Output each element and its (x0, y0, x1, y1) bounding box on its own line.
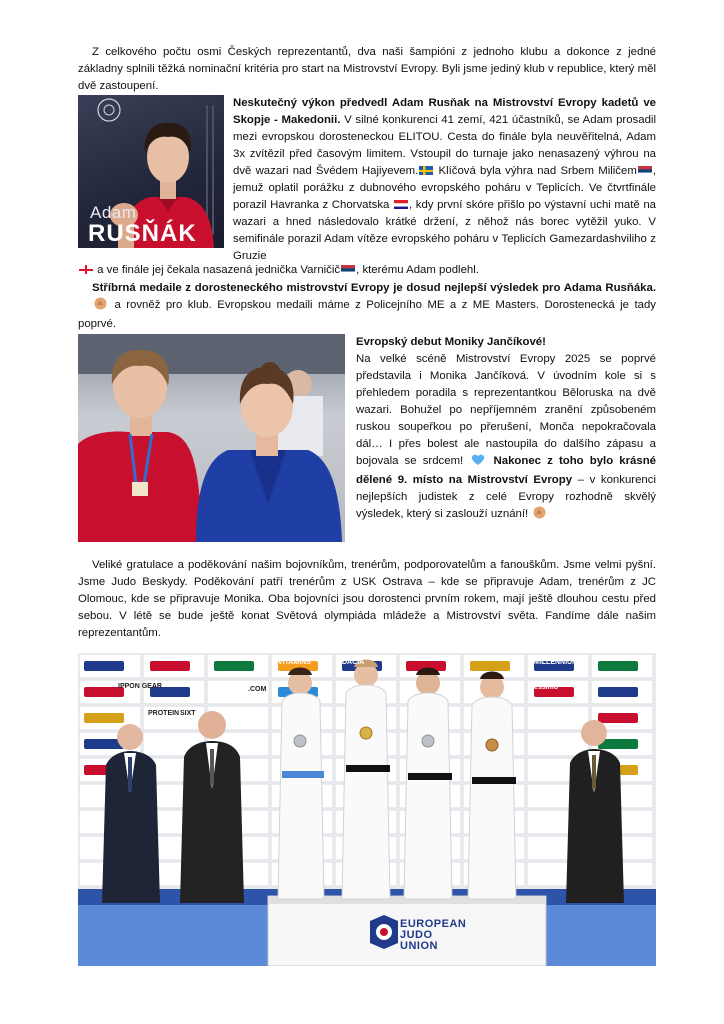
blue-heart-icon (471, 453, 485, 472)
closing-paragraph: Veliké gratulace a poděkování našim bojovníkům, trenérům, podporovatelům a fanouškům. Jsme velmi pyšní. Jsme Judo Beskydy. Poděkování patří trenérům z USK Ostrava – kde se připravuje Adam, trenérům z JC Olomouc, kde se připravuje Monika. Oba bojovníci jsou dorostenci prvním rokem, mají ještě dlouhou cestu před sebou. V létě se bude ještě konat Světová olympiáda mládeže a Mistrovství světa. Fandíme dále našim reprezentantům. (78, 559, 656, 639)
sponsor-label: SIXT (180, 710, 196, 717)
club-logo-icon (98, 99, 120, 121)
sponsor-label: MILLENNIUM (534, 659, 578, 666)
adam-heading: Neskutečný výkon předvedl Adam Rusňak na Mistrovství Evropy kadetů ve Skopje - Makedonii. (233, 97, 656, 126)
adam-paragraph: Neskutečný výkon předvedl Adam Rusňak na Mistrovství Evropy kadetů ve Skopje - Makedonii. V silné konkurenci 41 zemí, 421 účastníků, se Adam prosadil mezi evropskou dorosteneckou ELITOU. Cesta do finále byla neuvěřitelná, Adam 3x zvítězil před časovým limitem. Vstoupil do turnaje jako nenasazený výhrou na dvě wazari nad Švédem Hajiyevem. Klíčová byla výhra nad Srbem Miličem , jemuž oplatil porážku z dubnového evropského poháru v Teplicích. Ve čtvrtfinále porazil Havranka z Chorvatska , kdy první skóre přišlo po výstavní uchi matě na wazari a hned následovalo krátké držení, z něhož nás borec vytěžil yuko. V semifinále porazil Adam vítěze evropského poháru v Teplicích Gamezardashviliho z Gruzie (233, 97, 657, 262)
monika-heading: Evropský debut Moniky Jančíkové! (356, 336, 546, 348)
clap-icon-2 (533, 506, 546, 525)
adam-poster-photo (78, 95, 224, 248)
eju-banner: EUROPEAN JUDO UNION (400, 918, 467, 952)
serbia-flag-icon-2 (341, 264, 355, 274)
sponsor-label: IPPON GEAR (118, 683, 162, 690)
poster-last-name: RUSŇÁK (88, 220, 197, 247)
adam-continuation: a ve finále jej čekala nasazená jednička Varničič , kterému Adam podlehl. (78, 262, 656, 279)
podium-photo (78, 653, 656, 966)
poster-first-name: Adam (90, 203, 137, 222)
clap-icon (80, 297, 107, 316)
sponsor-label: DACIA (342, 659, 365, 666)
monika-paragraph: Evropský debut Moniky Jančíkové! Na velké scéně Mistrovství Evropy 2025 se poprvé představila i Monika Jančíková. V úvodním kole si s přehledem poradila s reprezentantkou Běloruska na dvě wazari. Bohužel po nepříjemném zranění způsobeném ruskou soupeřkou po přerušení, Monča nepokračovala dál… I přes bolest ale nastoupila do dalšího zápasu a bojovala se srdcem! Nakonec z toho bylo krásné dělené 9. místo na Mistrovství Evropy – v konkurenci nejlepších judistek z celé Evropy rozhodně skvělý výsledek, který si zaslouží uznání! (356, 334, 656, 525)
croatia-flag-icon (394, 199, 408, 209)
serbia-flag-icon (638, 165, 652, 175)
sponsor-label: #JUDO (86, 655, 110, 662)
sponsor-label: PROTEIN (148, 710, 180, 717)
monika-photo (78, 334, 345, 542)
intro-paragraph: Z celkového počtu osmi Českých reprezentantů, dva naši šampióni z jednoho klubu a dokonce z jedné základny splnili těžká nominační kritéria pro start na Mistrovství Evropy. Byli jsme jediný klub v republice, který měl dvě zastoupení. (78, 46, 656, 92)
sponsor-label: .COM (248, 686, 267, 693)
sponsor-label: essimo (534, 684, 559, 691)
georgia-flag-icon (79, 264, 93, 274)
sweden-flag-icon (419, 165, 433, 175)
sponsor-label: VITAMINS (278, 659, 311, 666)
silver-medal-paragraph: Stříbrná medaile z dorosteneckého mistrovství Evropy je dosud nejlepší výsledek pro Adama Rusňáka. a rovněž pro klub. Evropskou medaili máme z Policejního ME a z ME Masters. Dorostenecká je tady poprvé. (78, 282, 656, 330)
